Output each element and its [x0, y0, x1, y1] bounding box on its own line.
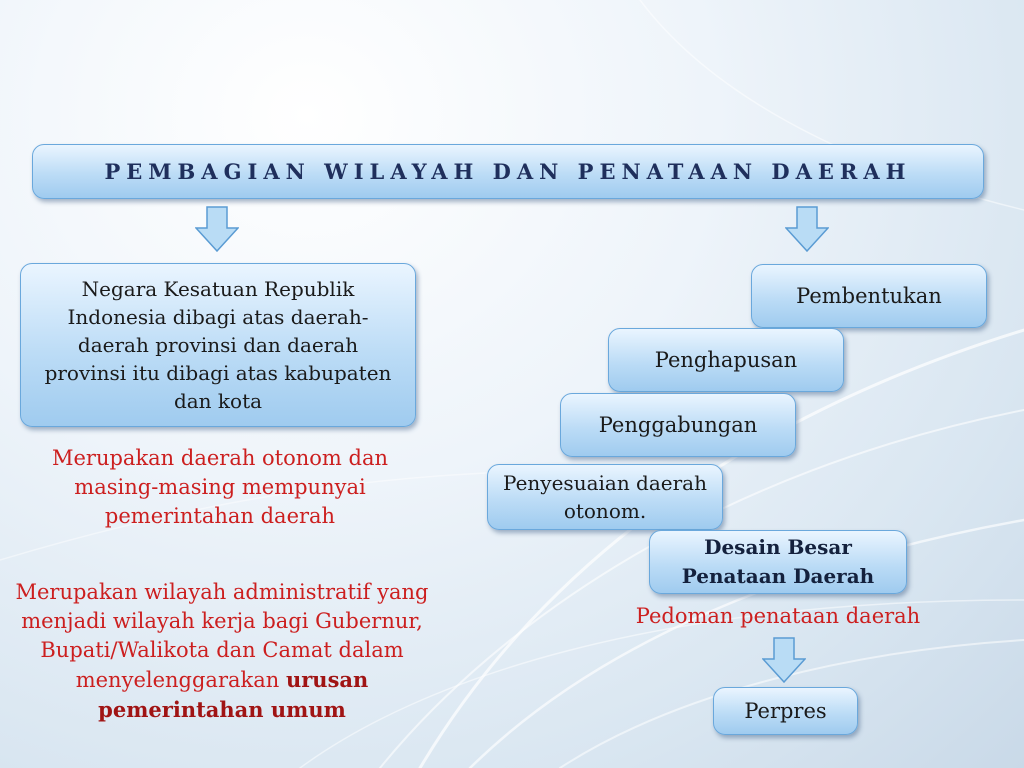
- perpres-box: [713, 687, 858, 735]
- main-title-box: [32, 144, 984, 199]
- administrative-region-emphasis: urusan pemerintahan umum: [98, 667, 369, 722]
- guideline-note: [600, 602, 956, 631]
- down-arrow-icon: [762, 637, 806, 683]
- perpres-label: Perpres: [744, 699, 827, 723]
- administrative-region-note-text: Merupakan wilayah administratif yang menjadi wilayah kerja bagi Gubernur, Bupati/Walikota dan Camat dalam menyelenggarakan: [15, 580, 429, 692]
- step-penghapusan: [608, 328, 844, 392]
- design-box: [649, 530, 907, 594]
- step-pembentukan: [751, 264, 987, 328]
- down-arrow-icon: [195, 206, 239, 252]
- territory-division-text: Negara Kesatuan Republik Indonesia dibagi atas daerah-daerah provinsi dan daerah provinsi itu dibagi atas kabupaten dan kota: [44, 277, 392, 413]
- step-label: Pembentukan: [796, 284, 942, 308]
- design-box-label: Desain Besar Penataan Daerah: [681, 535, 875, 588]
- step-penggabungan: [560, 393, 796, 457]
- administrative-region-note: [6, 578, 438, 725]
- guideline-note-text: Pedoman penataan daerah: [635, 604, 921, 628]
- step-penyesuaian: [487, 464, 723, 530]
- autonomous-region-note-text: Merupakan daerah otonom dan masing-masing mempunyai pemerintahan daerah: [51, 446, 389, 528]
- down-arrow-icon: [785, 206, 829, 252]
- territory-division-box: [20, 263, 416, 427]
- step-label: Penggabungan: [598, 413, 758, 437]
- autonomous-region-note: [40, 444, 400, 531]
- step-label: Penghapusan: [654, 348, 798, 372]
- step-label: Penyesuaian daerah otonom.: [503, 471, 707, 523]
- main-title: PEMBAGIAN WILAYAH DAN PENATAAN DAERAH: [104, 159, 912, 184]
